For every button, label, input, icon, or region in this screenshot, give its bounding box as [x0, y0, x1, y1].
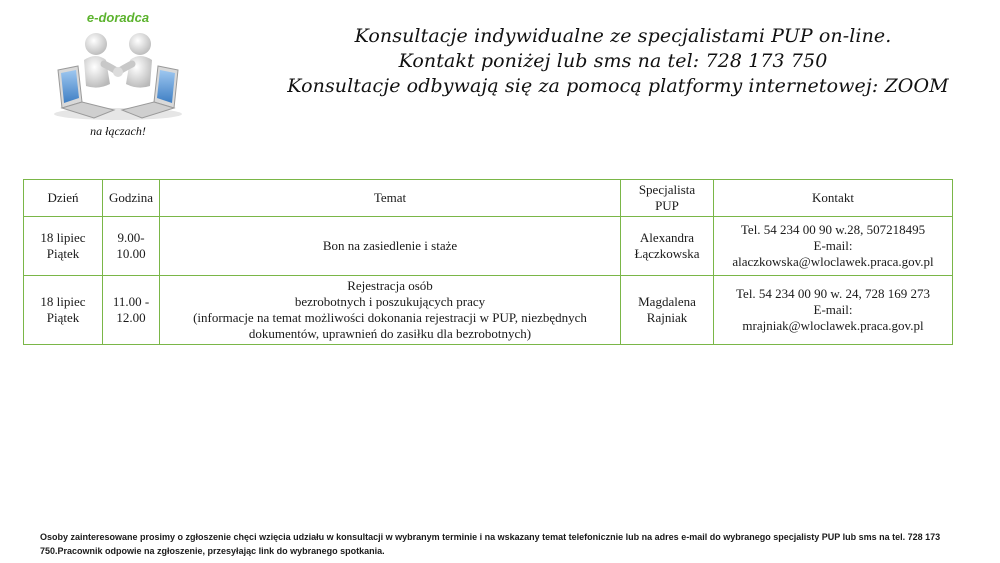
- cell-topic: Rejestracja osób bezrobotnych i poszukujących pracy (informacje na temat możliwości dokonania rejestracji w PUP, niezbędnych dokumentów, uprawnień do zasiłku dla bezrobotnych): [160, 276, 621, 345]
- table-row: [24, 217, 953, 276]
- table-header-row: [24, 180, 953, 217]
- cell-specialist: Alexandra Łączkowska: [621, 217, 714, 276]
- cell-contact: Tel. 54 234 00 90 w.28, 507218495 E-mail: alaczkowska@wloclawek.praca.gov.pl: [714, 217, 953, 276]
- cell-specialist: Magdalena Rajniak: [621, 276, 714, 345]
- heading-line-1: Konsultacje indywidualne ze specjalistami PUP on-line.: [354, 25, 892, 47]
- cell-hour: 11.00 - 12.00: [103, 276, 160, 345]
- header-hour: Godzina: [103, 180, 160, 217]
- handshake-laptops-icon: [48, 26, 188, 122]
- logo: [44, 6, 192, 136]
- cell-day: 18 lipiec Piątek: [24, 217, 103, 276]
- page-heading: [226, 24, 1000, 99]
- header-day: Dzień: [24, 180, 103, 217]
- cell-contact: Tel. 54 234 00 90 w. 24, 728 169 273 E-mail: mrajniak@wloclawek.praca.gov.pl: [714, 276, 953, 345]
- header-topic: Temat: [160, 180, 621, 217]
- header-specialist: Specjalista PUP: [621, 180, 714, 217]
- logo-tagline: na łączach!: [90, 124, 146, 138]
- schedule-table: [23, 179, 953, 345]
- footer-note: Osoby zainteresowane prosimy o zgłoszenie chęci wzięcia udziału w konsultacji w wybranym terminie i na wskazany temat telefonicznie lub na adres e-mail do wybranego specjalisty PUP lub sms na tel. 728 173 750.Pracownik odpowie na zgłoszenie, przesyłając link do wybranego spotkania.: [40, 532, 941, 556]
- header-contact: Kontakt: [714, 180, 953, 217]
- table-row: [24, 276, 953, 345]
- cell-topic: Bon na zasiedlenie i staże: [160, 217, 621, 276]
- heading-line-3: Konsultacje odbywają się za pomocą platformy internetowej: ZOOM: [287, 75, 949, 97]
- heading-line-2: Kontakt poniżej lub sms na tel: 728 173 750: [398, 50, 828, 72]
- cell-day: 18 lipiec Piątek: [24, 276, 103, 345]
- logo-title: e-doradca: [86, 10, 150, 25]
- cell-hour: 9.00- 10.00: [103, 217, 160, 276]
